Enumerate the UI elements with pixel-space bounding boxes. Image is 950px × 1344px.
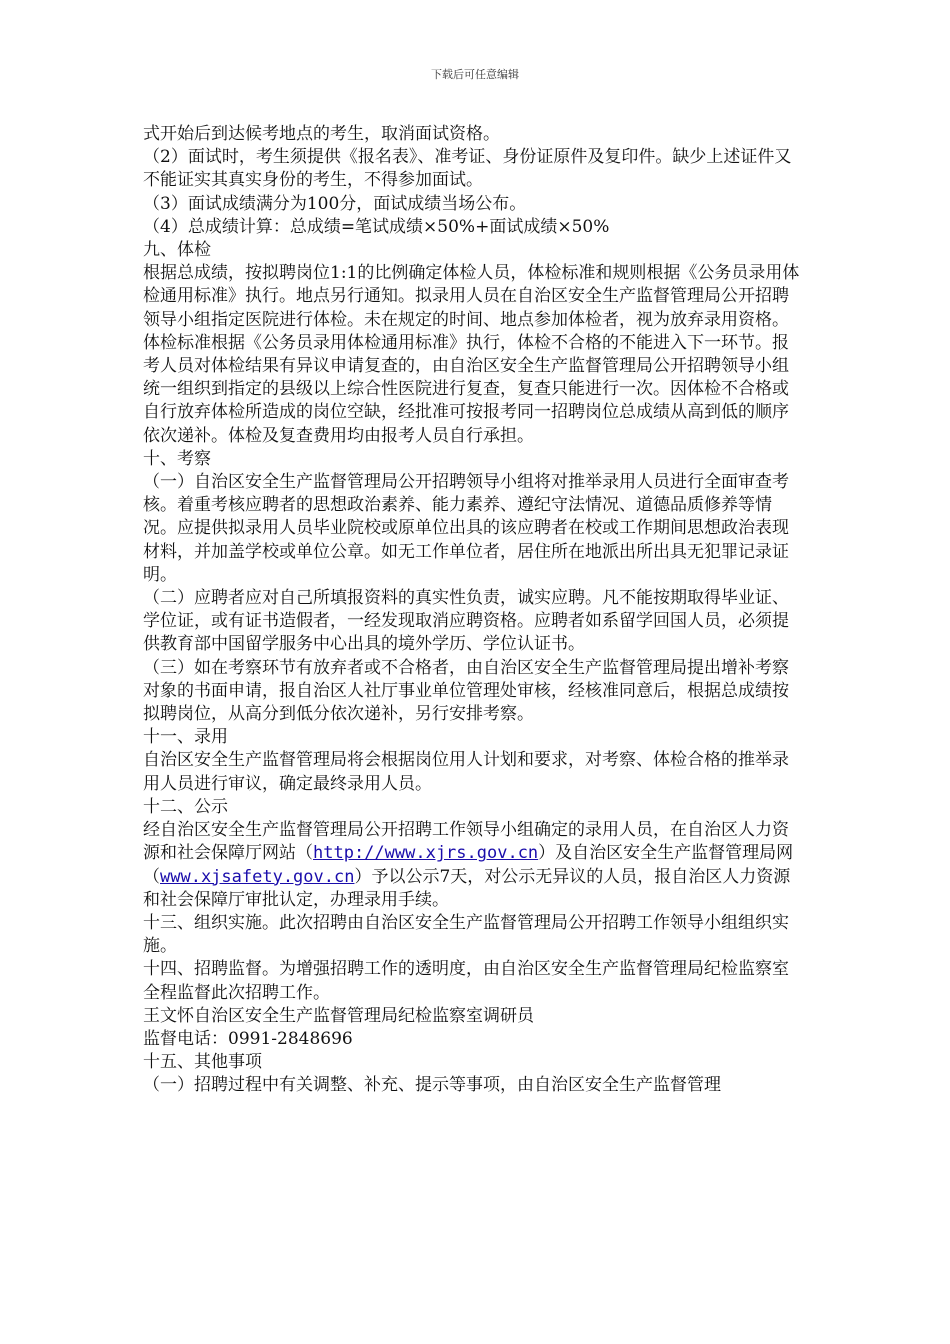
paragraph: 自治区安全生产监督管理局将会根据岗位用人计划和要求，对考察、体检合格的推举录用人员进行审议，确定最终录用人员。 xyxy=(143,750,789,794)
paragraph: 王文怀自治区安全生产监督管理局纪检监察室调研员 xyxy=(143,1005,534,1026)
notice-paragraph xyxy=(143,819,803,912)
section-heading: 九、体检 xyxy=(143,240,211,261)
section-heading: 十一、录用 xyxy=(143,727,228,748)
paragraph: （一）招聘过程中有关调整、补充、提示等事项，由自治区安全生产监督管理 xyxy=(143,1075,721,1096)
hrss-website-link[interactable]: http://www.xjrs.gov.cn xyxy=(313,843,539,864)
notice-text-1: 经自治区安全生产监督管理局公开招聘工作领导小组确定的录用人员，在自治区人力资源和社会保障厅网站（ xyxy=(143,820,789,864)
paragraph: （4）总成绩计算：总成绩=笔试成绩×50%+面试成绩×50% xyxy=(143,216,610,237)
document-body xyxy=(143,123,803,1098)
paragraph: （二）应聘者应对自己所填报资料的真实性负责，诚实应聘。凡不能按期取得毕业证、学位证，或有证书造假者，一经发现取消应聘资格。应聘者如系留学回国人员，必须提供教育部中国留学服务中心出具的境外学历、学位认证书。 xyxy=(143,588,789,655)
paragraph: （3）面试成绩满分为100分，面试成绩当场公布。 xyxy=(143,193,527,214)
notice-text-2: ）及自治区安全生产监督管理局网（ xyxy=(143,843,794,887)
paragraph: 十四、招聘监督。为增强招聘工作的透明度，由自治区安全生产监督管理局纪检监察室全程监督此次招聘工作。 xyxy=(143,959,789,1003)
section-heading: 十五、其他事项 xyxy=(143,1052,262,1073)
paragraph: 十三、组织实施。此次招聘由自治区安全生产监督管理局公开招聘工作领导小组组织实施。 xyxy=(143,912,789,957)
section-heading: 十、考察 xyxy=(143,448,211,469)
safety-bureau-website-link[interactable]: www.xjsafety.gov.cn xyxy=(160,866,355,887)
paragraph: 根据总成绩，按拟聘岗位1:1的比例确定体检人员，体检标准和规则根据《公务员录用体检通用标准》执行。地点另行通知。拟录用人员在自治区安全生产监督管理局公开招聘领导小组指定医院进行体检。未在规定的时间、地点参加体检者，视为放弃录用资格。体检标准根据《公务员录用体检通用标准》执行，体检不合格的不能进入下一环节。报考人员对体检结果有异议申请复查的，由自治区安全生产监督管理局公开招聘领导小组统一组织到指定的县级以上综合性医院进行复查，复查只能进行一次。因体检不合格或自行放弃体检所造成的岗位空缺，经批准可按报考同一招聘岗位总成绩从高到低的顺序依次递补。体检及复查费用均由报考人员自行承担。 xyxy=(143,263,800,446)
page-header: 下载后可任意编辑 xyxy=(431,68,519,81)
paragraph: （2）面试时，考生须提供《报名表》、准考证、身份证原件及复印件。缺少上述证件又不能证实其真实身份的考生，不得参加面试。 xyxy=(143,147,792,191)
notice-text-3: ）予以公示7天，对公示无异议的人员，报自治区人力资源和社会保障厅审批认定，办理录用手续。 xyxy=(143,866,791,910)
paragraph: 式开始后到达候考地点的考生，取消面试资格。 xyxy=(143,124,500,144)
paragraph: （三）如在考察环节有放弃者或不合格者，由自治区安全生产监督管理局提出增补考察对象的书面申请，报自治区人社厅事业单位管理处审核，经核准同意后，根据总成绩按拟聘岗位，从高分到低分依次递补，另行安排考察。 xyxy=(143,657,789,725)
paragraph: （一）自治区安全生产监督管理局公开招聘领导小组将对推举录用人员进行全面审查考核。着重考核应聘者的思想政治素养、能力素养、遵纪守法情况、道德品质修养等情况。应提供拟录用人员毕业院校或原单位出具的该应聘者在校或工作期间思想政治表现材料，并加盖学校或单位公章。如无工作单位者，居住所在地派出所出具无犯罪记录证明。 xyxy=(143,472,789,585)
section-heading: 十二、公示 xyxy=(143,796,228,817)
supervision-phone: 监督电话：0991-2848696 xyxy=(143,1028,353,1049)
